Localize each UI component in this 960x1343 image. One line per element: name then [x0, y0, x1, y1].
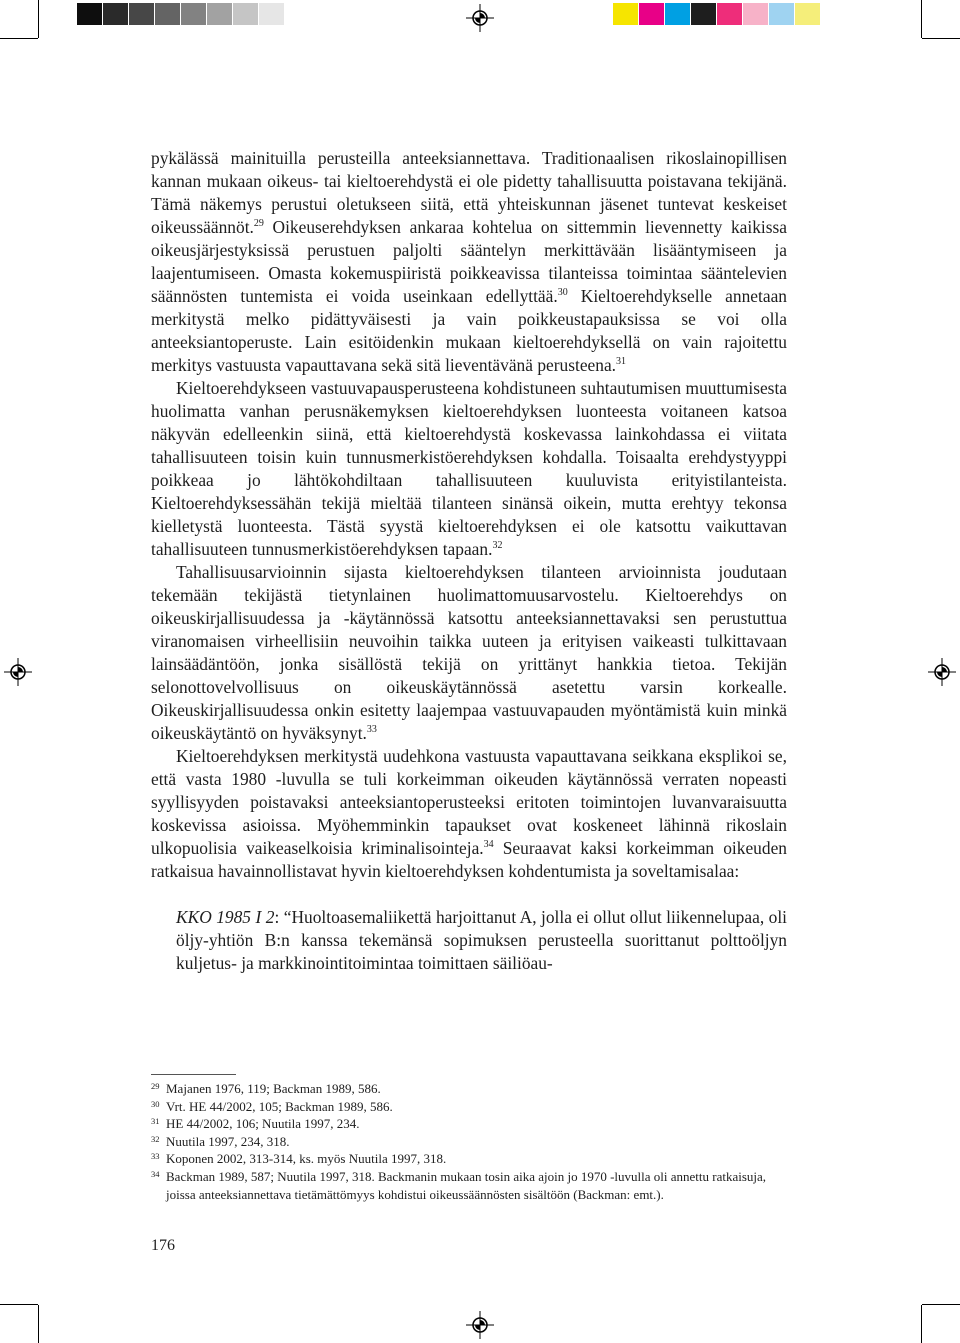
footnote-ref[interactable]: 30	[557, 287, 568, 298]
color-swatch	[795, 3, 820, 25]
color-swatch	[717, 3, 742, 25]
grayscale-color-bar	[77, 3, 285, 25]
gray-swatch	[103, 3, 128, 25]
gray-swatch	[77, 3, 102, 25]
crop-mark-top-left	[38, 0, 39, 38]
footnote-item	[151, 1168, 787, 1203]
footnote-number: 31	[151, 1116, 160, 1127]
footnote-number: 33	[151, 1151, 160, 1162]
footnote-divider	[151, 1074, 236, 1075]
gray-swatch	[181, 3, 206, 25]
registration-mark-icon	[928, 658, 956, 686]
footnote-item	[151, 1115, 787, 1133]
footnote-text: HE 44/2002, 106; Nuutila 1997, 234.	[166, 1116, 360, 1132]
gray-swatch	[259, 3, 284, 25]
color-swatch	[639, 3, 664, 25]
footnote-item	[151, 1098, 787, 1116]
case-reference: KKO 1985 I 2	[176, 907, 275, 927]
paragraph: Kieltoerehdykseen vastuuvapausperusteena kohdistuneen suhtautumisen muuttumisesta huolimatta vanhan perusnäkemyksen kieltoerehdyksen luonteesta voitaneen katsoa näkyvän edelleenkin siinä, että kieltoerehdystä koskevassa lainkohdassa ei viitata tahallisuuteen toisin kuin tunnusmerkistöerehdyksen kohdalla. Toisaalta erehdystyyppi poikkeaa jo lähtökohdiltaan tahallisuuteen kuuluvista erityistilanteista. Kieltoerehdyksessähän tekijä mieltää tilanteen sinänsä oikein, mutta erehtyy tekonsa kielletystä luonteesta. Tästä syystä kieltoerehdyksen ei ole katsottu vaikuttavan tahallisuuteen tunnusmerkistöerehdyksen tapaan.$^{32}$	[151, 378, 787, 559]
crop-mark-top-right	[922, 38, 960, 39]
footnote-ref[interactable]: 34	[483, 839, 494, 850]
body-text	[151, 147, 787, 975]
gray-swatch	[233, 3, 258, 25]
paragraph: pykälässä mainituilla perusteilla anteeksiannettava. Traditionaalisen rikoslainopillisen kannan mukaan oikeus- tai kieltoerehdystä ei ole pidetty tahallisuutta poistavana tekijänä. Tämä näkemys perustui oletukseen siitä, että yhteiskunnan jäsenet tuntevat keskeiset oikeussäännöt.$^{29}$ Oikeuserehdyksen ankaraa kohtelua on sittemmin lievennetty kaikissa oikeusjärjestyksissä perustuen paljolti sääntelyn merkittävään lisääntymiseen ja laajentumiseen. Omasta kokemuspiiristä poikkeavissa tilanteissa toimintaa sääntelevien säännösten tuntemista ei voida useinkaan edellyttää.$^{30}$ Kieltoerehdykselle annetaan merkitystä melko pidättyväisesti ja vain poikkeustapauksissa se voi olla anteeksiantoperuste. Lain esitöidenkin mukaan kieltoerehdyksellä on vain rajoitettu merkitys vastuusta vapauttavana sekä sitä lieventävänä perusteena.$^{31}$	[151, 148, 787, 375]
footnote-ref[interactable]: 29	[253, 218, 264, 229]
footnote-number: 29	[151, 1081, 160, 1091]
footnote-text: Vrt. HE 44/2002, 105; Backman 1989, 586.	[166, 1098, 393, 1114]
color-swatch	[743, 3, 768, 25]
footnote-item	[151, 1150, 787, 1168]
paragraph: Tahallisuusarvioinnin sijasta kieltoerehdyksen tilanteen arvioinnista joudutaan tekemään tekijästä tietynlainen huolimattomuusarvostelu. Kieltoerehdys on oikeuskirjallisuudessa ja -käytännössä katsottu anteeksiannettavaksi sen perustuttua viranomaisen virheellisiin neuvoihin taikka uuteen ja erityisen vaikeasti tulkittavaan lainsäädäntöön, jonka sisällöstä tekijä on yrittänyt hankkia tietoa. Tekijän selonottovelvollisuus on oikeuskäytännössä asetettu varsin korkealle. Oikeuskirjallisuudessa onkin esitetty laajempaa vastuuvapauden myöntämistä kuin minkä oikeuskäytäntö on hyväksynyt.$^{33}$	[151, 562, 787, 743]
paragraph: Kieltoerehdyksen merkitystä uudehkona vastuusta vapauttavana seikkana eksplikoi se, että vasta 1980 -luvulla se tuli korkeimman oikeuden käytännössä verraten nopeasti syyllisyyden poistavaksi anteeksiantoperusteeksi eritoten toimintojen luvanvaraisuutta koskevissa asioissa. Myöhemminkin tapaukset ovat koskeneet lähinnä rikoslain ulkopuolisia vaikeaselkoisia kriminalisointeja.$^{34}$ Seuraavat kaksi korkeimman oikeuden ratkaisua havainnollistavat hyvin kieltoerehdyksen kohdentumista ja soveltamisalaa:	[151, 746, 787, 881]
footnote-text: Nuutila 1997, 234, 318.	[166, 1133, 290, 1149]
case-quote: KKO 1985 I 2: “Huoltoasemaliikettä harjoittanut A, jolla ei ollut ollut liikennelupaa, oli öljy-yhtiön B:n kanssa tekemänsä sopimuksen perusteella suorittanut polttoöljyn kuljetus- ja markkinointitoimintaa toimittaen säiliöau-	[176, 907, 787, 973]
registration-mark-icon	[466, 4, 494, 32]
footnote-number: 34	[151, 1168, 160, 1179]
registration-mark-icon	[4, 658, 32, 686]
footnote-number: 32	[151, 1133, 160, 1144]
footnote-text: Koponen 2002, 313-314, ks. myös Nuutila 1997, 318.	[166, 1151, 447, 1167]
gray-swatch	[129, 3, 154, 25]
crop-mark-bottom-left	[0, 1304, 38, 1305]
color-swatch	[691, 3, 716, 25]
color-swatch	[769, 3, 794, 25]
page-number: 176	[151, 1237, 175, 1254]
crop-mark-bottom-right	[921, 1305, 922, 1343]
footnotes	[151, 1080, 787, 1203]
registration-mark-icon	[466, 1311, 494, 1339]
footnote-ref[interactable]: 32	[492, 540, 503, 551]
color-swatch	[613, 3, 638, 25]
footnote-ref[interactable]: 33	[366, 724, 377, 735]
color-swatch	[665, 3, 690, 25]
cmyk-color-bar	[613, 3, 821, 25]
gray-swatch	[207, 3, 232, 25]
gray-swatch	[155, 3, 180, 25]
footnote-item	[151, 1080, 787, 1098]
footnote-ref[interactable]: 31	[616, 356, 627, 367]
crop-mark-bottom-right	[922, 1304, 960, 1305]
footnote-number: 30	[151, 1098, 160, 1109]
crop-mark-bottom-left	[38, 1305, 39, 1343]
footnote-text: Backman 1989, 587; Nuutila 1997, 318. Backmanin mukaan tosin aika ajoin jo 1970 -luvulla oli annettu ratkaisuja, joissa anteeksiannettava tietämättömyys kohdistui oikeussäännösten sisältöön (Backman: emt.).	[166, 1168, 767, 1202]
footnote-text: Majanen 1976, 119; Backman 1989, 586.	[166, 1081, 381, 1096]
footnote-item	[151, 1133, 787, 1151]
crop-mark-top-left	[0, 38, 38, 39]
crop-mark-top-right	[921, 0, 922, 38]
